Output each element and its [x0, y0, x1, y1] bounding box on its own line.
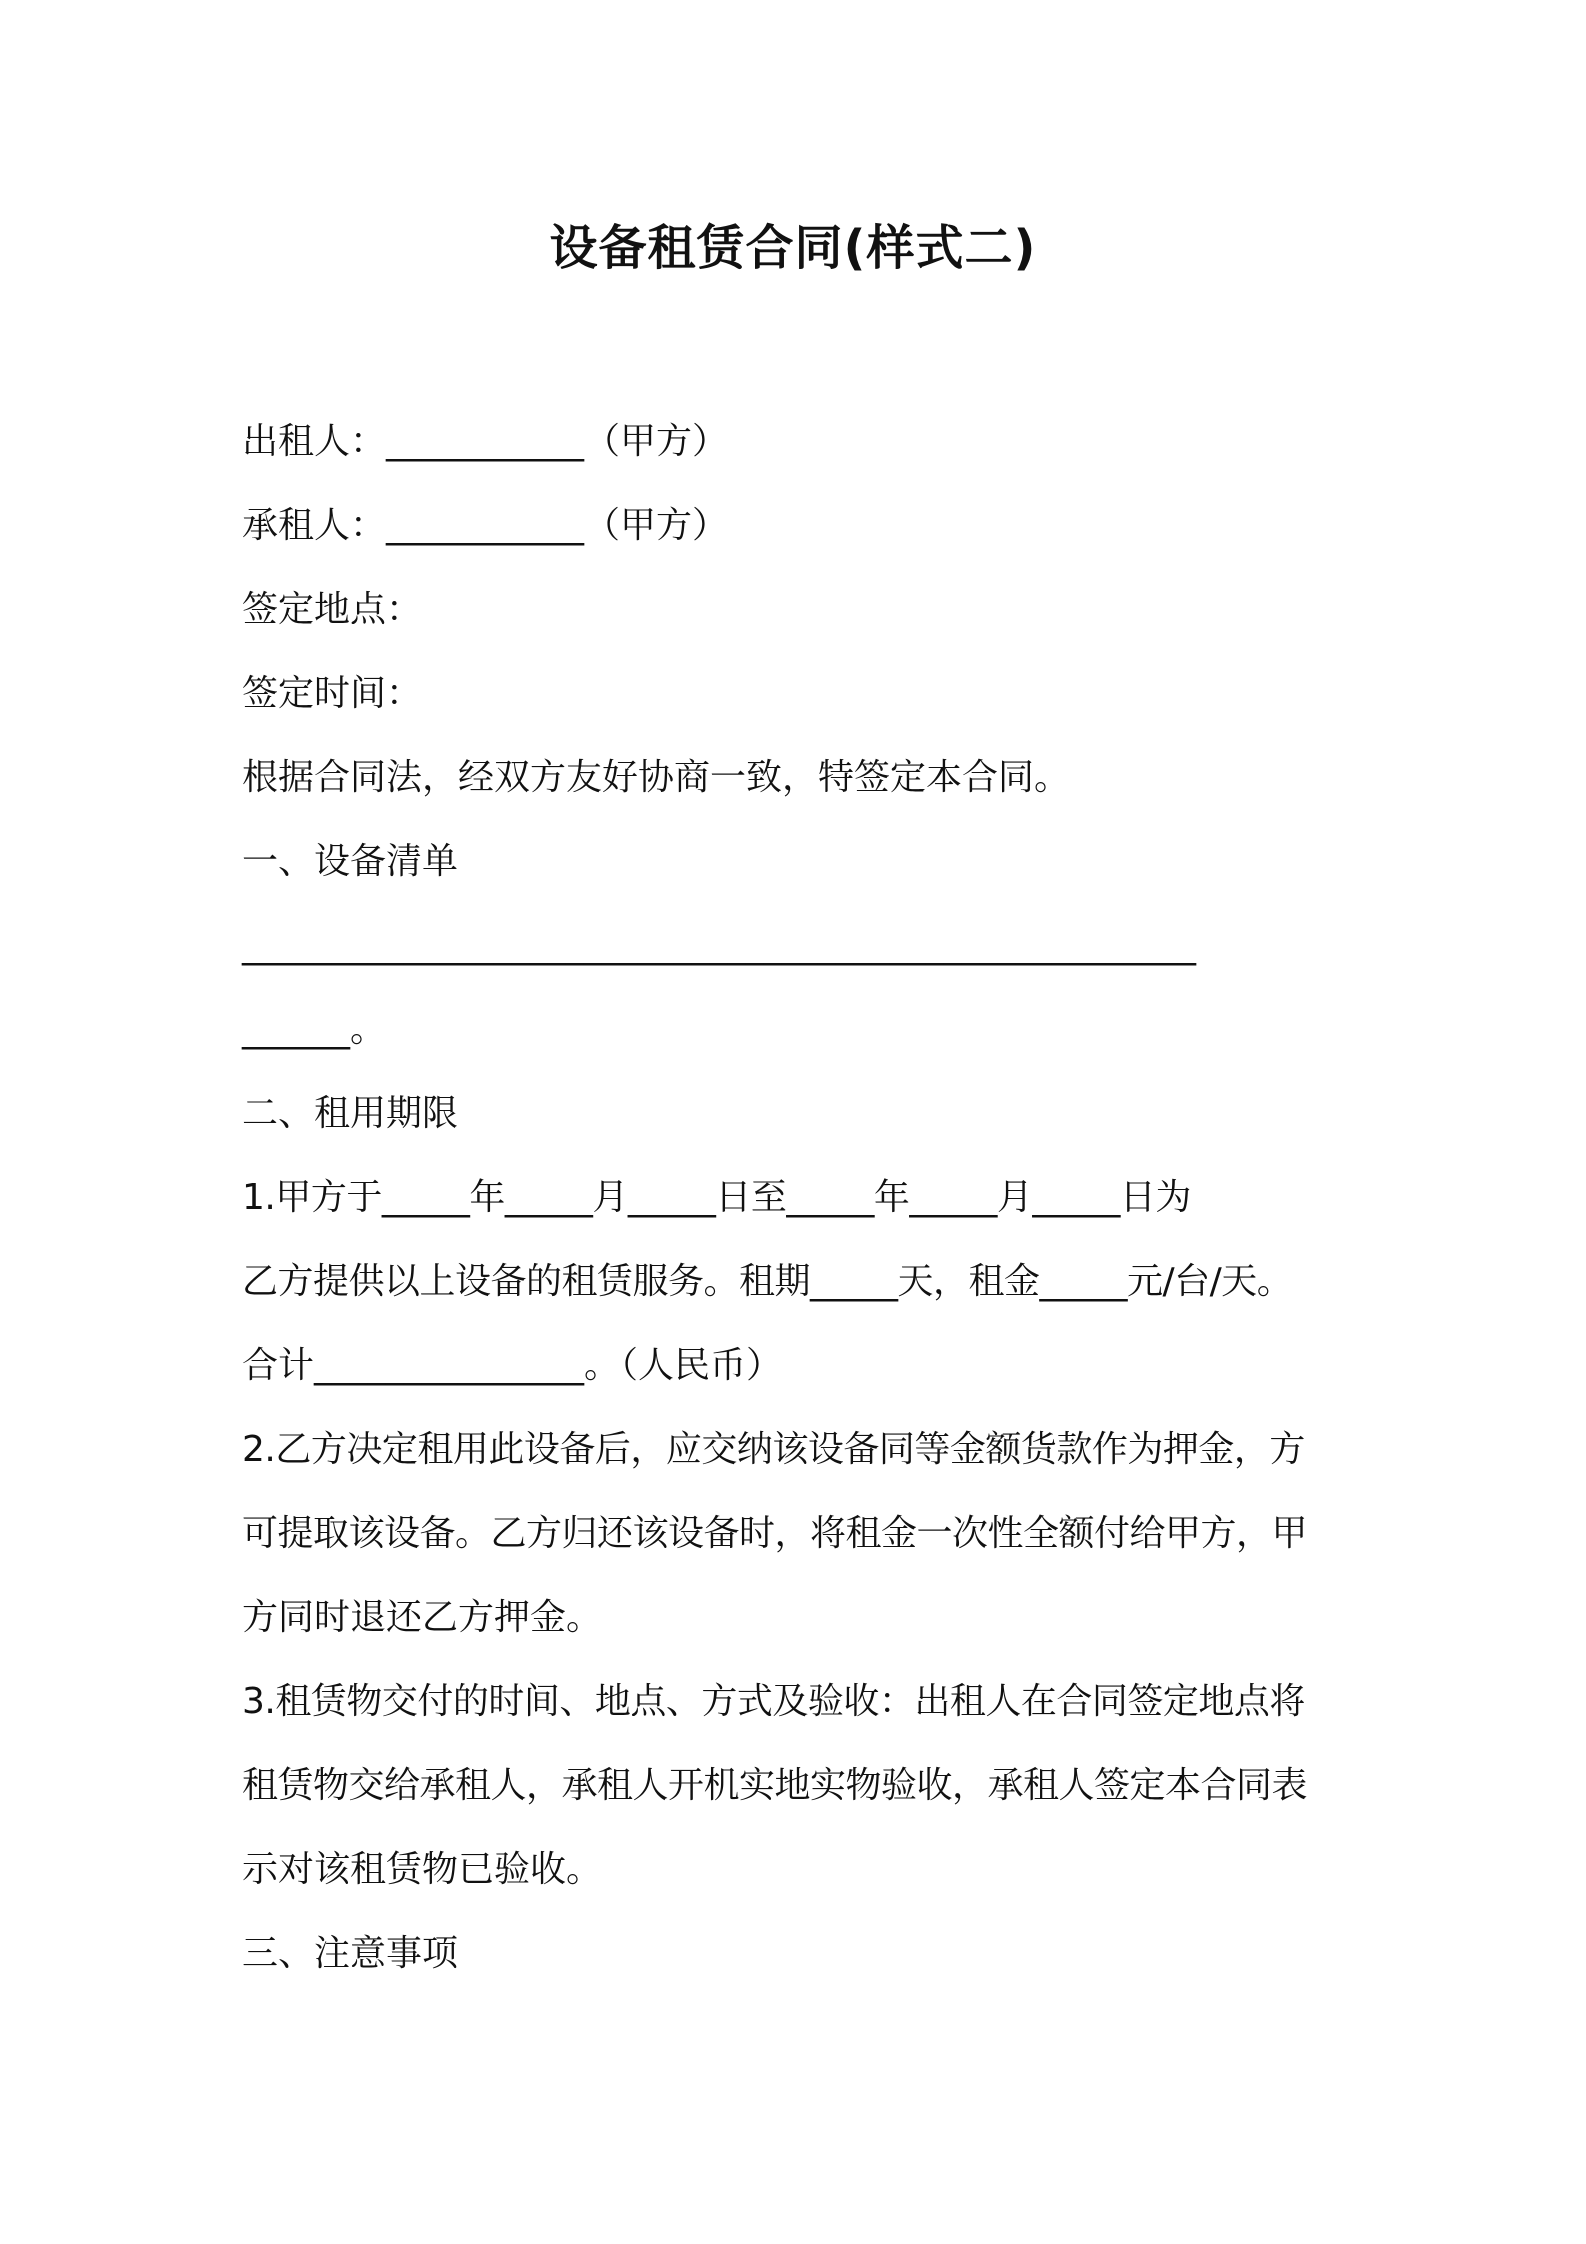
preamble-paragraph: 根据合同法，经双方友好协商一致，特签定本合同。	[242, 757, 1071, 798]
document-title: 设备租赁合同(样式二)	[549, 220, 1037, 276]
clause-2-3-line-1: 3.租赁物交付的时间、地点、方式及验收：出租人在合同签定地点将	[242, 1681, 1305, 1722]
equipment-list-blank-end: ______。	[242, 1009, 387, 1050]
clause-2-3-line-2: 租赁物交给承租人，承租人开机实地实物验收，承租人签定本合同表	[242, 1765, 1308, 1806]
lessor-line: 出租人：___________（甲方）	[242, 421, 729, 462]
clause-2-2-line-1: 2.乙方决定租用此设备后，应交纳该设备同等金额货款作为押金，方	[242, 1429, 1305, 1470]
document-body	[242, 400, 1372, 1996]
equipment-list-blank: _____________________________________________________	[242, 925, 1196, 966]
section-3-heading: 三、注意事项	[242, 1933, 459, 1974]
clause-2-1-line-2: 乙方提供以上设备的租赁服务。租期_____天，租金_____元/台/天。	[242, 1261, 1293, 1302]
signing-place-line: 签定地点：	[242, 589, 423, 630]
clause-2-1-line-1: 1.甲方于_____年_____月_____日至_____年_____月_____日为	[242, 1177, 1191, 1218]
section-2-heading: 二、租用期限	[242, 1093, 459, 1134]
clause-2-1-line-3: 合计_______________。（人民币）	[242, 1345, 783, 1386]
clause-2-3-line-3: 示对该租赁物已验收。	[242, 1849, 603, 1890]
section-1-heading: 一、设备清单	[242, 841, 459, 882]
clause-2-2-line-2: 可提取该设备。乙方归还该设备时，将租金一次性全额付给甲方，甲	[242, 1513, 1308, 1554]
lessee-line: 承租人：___________（甲方）	[242, 505, 729, 546]
clause-2-2-line-3: 方同时退还乙方押金。	[242, 1597, 603, 1638]
signing-time-line: 签定时间：	[242, 673, 423, 714]
